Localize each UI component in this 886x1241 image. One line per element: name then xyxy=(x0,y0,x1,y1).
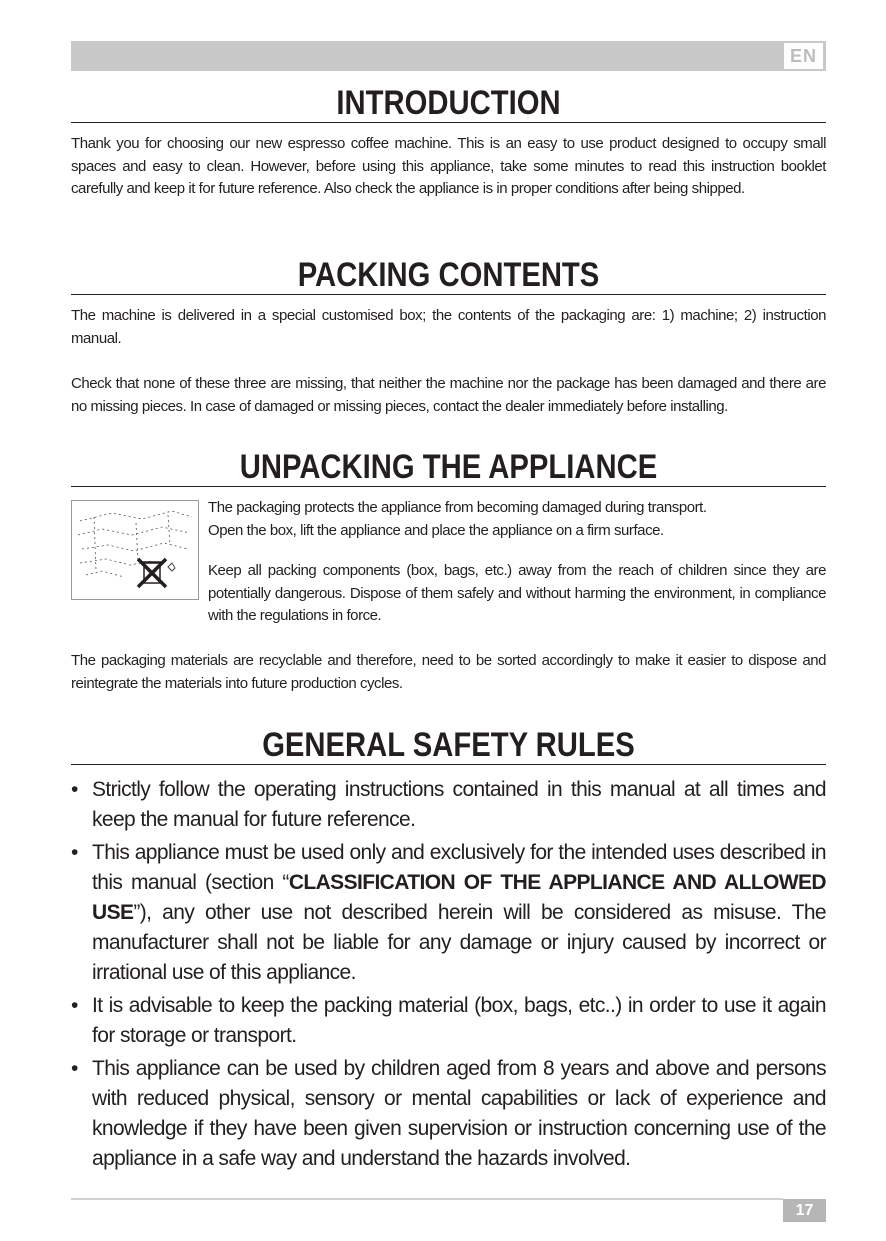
safety-rule-2-end: ”), any other use not described herein will be considered as misuse. The manufacturer shall not be liable for any damage or injury caused by incorrect or irrational use of this appliance. xyxy=(92,901,826,984)
safety-rule xyxy=(71,764,826,765)
safety-rule-4: This appliance can be used by children aged from 8 years and above and persons with reduced physical, sensory or mental capabilities or lack of experience and knowledge if they have been given supervision or instruction concerning use of the appliance in a safe way and understand the hazards involved. xyxy=(92,1057,826,1170)
bullet-dot: • xyxy=(71,778,78,801)
unpacking-heading: UNPACKING THE APPLIANCE xyxy=(239,448,658,486)
introduction-rule xyxy=(71,122,826,123)
unpacking-line-2: Open the box, lift the appliance and place the appliance on a firm surface. xyxy=(208,522,664,539)
unpacking-rule xyxy=(71,486,826,487)
list-item xyxy=(71,991,826,1051)
crossed-out-bin-icon xyxy=(138,559,175,587)
safety-rule-1: Strictly follow the operating instructions contained in this manual at all times and keep the manual for future reference. xyxy=(92,778,826,831)
packing-paragraph-1: The machine is delivered in a special customised box; the contents of the packaging are: 1) machine; 2) instruction manual. xyxy=(71,307,826,347)
disposal-figure xyxy=(71,500,199,600)
unpacking-line-1: The packaging protects the appliance from becoming damaged during transport. xyxy=(208,499,707,516)
packing-heading: PACKING CONTENTS xyxy=(297,256,600,294)
language-badge: EN xyxy=(783,42,824,70)
unpacking-paragraph-2: Keep all packing components (box, bags, etc.) away from the reach of children since they are potentially dangerous. Dispose of them safely and without harming the environment, in compliance with the regulations in force. xyxy=(208,562,826,624)
bullet-dot: • xyxy=(71,994,78,1017)
footer-rule xyxy=(71,1198,783,1200)
safety-rule-3: It is advisable to keep the packing material (box, bags, etc..) in order to use it again for storage or transport. xyxy=(92,994,826,1047)
safety-rule-2-start: This appliance must be used only and exclusively for the intended uses described in this manual (section “ xyxy=(92,841,826,894)
packaging-sketch xyxy=(72,501,198,599)
introduction-heading: INTRODUCTION xyxy=(336,84,561,122)
bullet-dot: • xyxy=(71,841,78,864)
introduction-paragraph: Thank you for choosing our new espresso coffee machine. This is an easy to use product designed to occupy small spaces and easy to clean. However, before using this appliance, take some minutes to read this instruction booklet carefully and keep it for future reference. Also check the appliance is in proper conditions after being shipped. xyxy=(71,135,826,197)
section-reference: CLASSIFICATION OF THE APPLIANCE AND ALLOWED USE xyxy=(92,871,826,924)
list-item xyxy=(71,1054,826,1174)
list-item xyxy=(71,838,826,988)
list-item xyxy=(71,775,826,835)
safety-rules-list xyxy=(71,775,826,1177)
packing-rule xyxy=(71,294,826,295)
header-bar xyxy=(71,41,826,71)
unpacking-paragraph-3: The packaging materials are recyclable and therefore, need to be sorted accordingly to make it easier to dispose and reintegrate the materials into future production cycles. xyxy=(71,652,826,692)
page-number: 17 xyxy=(783,1199,826,1222)
safety-heading: GENERAL SAFETY RULES xyxy=(262,726,635,764)
bullet-dot: • xyxy=(71,1057,78,1080)
packing-paragraph-2: Check that none of these three are missing, that neither the machine nor the package has been damaged and there are no missing pieces. In case of damaged or missing pieces, contact the dealer immediately before installing. xyxy=(71,375,826,415)
